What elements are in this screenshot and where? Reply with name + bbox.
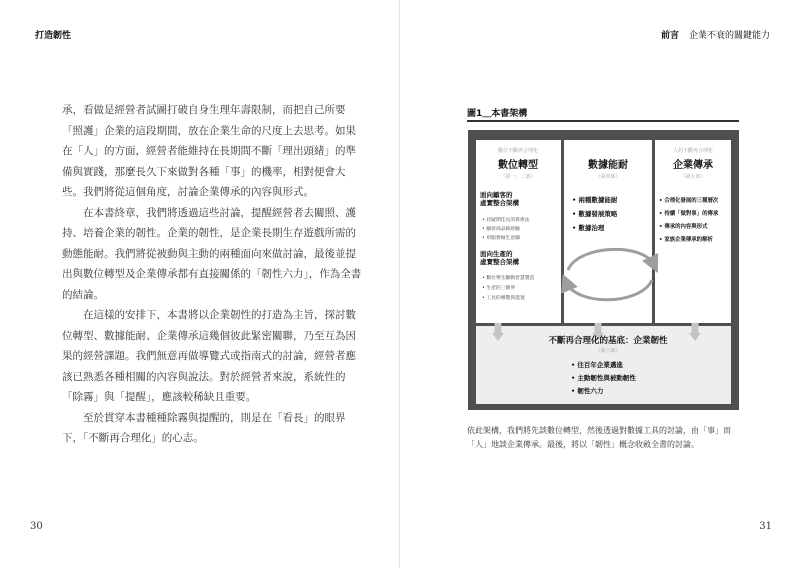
column1-title: 數位轉型 <box>498 160 538 171</box>
book-structure-diagram <box>468 130 739 410</box>
body-paragraph: 在本書終章，我們將透過這些討論，提醒經營者去關照、護持、培養企業的韌性。企業的韌性，是企業長期生存遊戲所需的動態能耐。我們將從被動與主動的兩種面向來做討論，最後並提出與數位轉型及企業傳承都有直接關係的「韌性六力」，作為全書的結論。 <box>62 206 362 301</box>
figure-title: 圖1＿本書架構 <box>467 109 528 119</box>
column3-top-label: 人的不斷再合理化 <box>672 148 714 154</box>
column1-top-label: 數位不斷再合理化 <box>497 148 539 154</box>
column3-subtitle: （第五部） <box>680 174 706 180</box>
column2-item: • 數據治理 <box>572 224 605 232</box>
column3-item: • 傳承的內容與形式 <box>659 224 708 230</box>
page-number-left: 30 <box>30 521 43 532</box>
column3-title: 企業傳承 <box>673 160 713 171</box>
bottom-item: • 往百年企業邁進 <box>571 361 623 369</box>
chapter-title: 企業不衰的關鍵能力 <box>688 31 770 41</box>
column1-group2-title-line1: 面向生產的 <box>480 250 513 258</box>
column1-group1-title-line2: 虛實整合架構 <box>480 199 519 207</box>
running-header-left: 打造韌性 <box>35 31 72 41</box>
column3-item: • 持續「做對事」的傳承 <box>659 211 719 217</box>
figure-title-rule <box>467 120 739 122</box>
left-page-body <box>62 100 362 449</box>
bottom-title: 不斷再合理化的基底：企業韌性 <box>548 336 668 346</box>
column1-group1-item: • 顧客商品錶經驗 <box>482 227 520 232</box>
page-number-right: 31 <box>759 521 772 532</box>
spread-divider <box>399 0 400 568</box>
figure-caption: 依此架構，我們將先談數位轉型，然後透過對數據工具的討論，由「事」而「人」地談企業傳承。最後，將以「韌性」概念收斂全書的討論。 <box>467 426 731 449</box>
column1-group1-item: • 持疑期佳長的算術法 <box>482 218 530 223</box>
column2-subtitle: （第四部） <box>595 174 621 180</box>
column3-item: • 合理化發展的三種層次 <box>659 198 719 204</box>
column1-group2-title-line2: 虛實整合架構 <box>480 258 519 266</box>
column2-title: 數據能耐 <box>588 160 628 171</box>
column1-subtitle: （第一、二部） <box>500 174 536 180</box>
bottom-item: • 主動韌性與被動韌性 <box>571 374 636 382</box>
chapter-label: 前言 <box>660 31 679 41</box>
body-paragraph: 在這樣的安排下，本書將以企業韌性的打造為主旨，探討數位轉型、數據能耐、企業傳承這幾個彼此緊密關聯，乃至互為因果的經營課題。我們無意再做導覽式或指南式的討論，經營者應該已熟悉各種相關的內容與說法。對於經營者來說，系統性的「除霧」與「提醒」，應該較稀缺且重要。 <box>62 309 356 403</box>
diagram-canvas <box>468 130 739 410</box>
column1-group1-title-line1: 面向顧客的 <box>480 191 513 199</box>
body-paragraph: 至於貫穿本書種種除霧與提醒的，則是在「看長」的眼界下，「不斷再合理化」的心志。 <box>62 411 346 444</box>
column1-group2-item: • 數位孿生驅動智慧製造 <box>482 276 535 281</box>
running-header-right <box>661 28 770 41</box>
column2-item: • 兩種數據能耐 <box>572 196 618 204</box>
body-paragraph: 承，看做是經營者試圖打破自身生理年壽限制，而把自己所要「照護」企業的這段期間，放在企業生命的尺度上去思考。如果在「人」的方面，經營者能維持在長期間不斷「理出頭緒」的準備與實踐，那麼長久下來做對各種「事」的機率，相對便會大些。我們將從這個角度，討論企業傳承的內容與形式。 <box>62 104 356 198</box>
column1-group2-item: • 生產的三鏈界 <box>482 286 516 291</box>
column1-group1-item: • 用服務做生意團 <box>482 236 520 241</box>
column3-item: • 家族企業傳承的解析 <box>659 237 713 243</box>
column1-group1-title <box>480 190 520 207</box>
column1-group2-item: • 工具的導覽與進置 <box>482 296 525 301</box>
bottom-item: • 韌性六力 <box>571 387 604 395</box>
bottom-subtitle: （第六部） <box>595 348 621 354</box>
column2-item: • 數據發展策略 <box>572 210 618 218</box>
column1-group2-title <box>480 249 520 266</box>
